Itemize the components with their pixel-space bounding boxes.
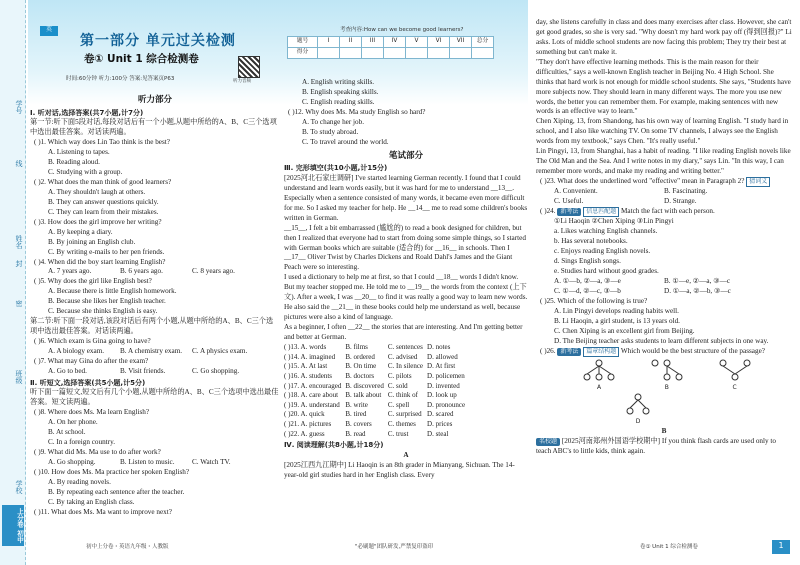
cloze-option-row — [284, 343, 469, 353]
score-caption: 考查内容:How can we become good learners? — [340, 27, 464, 33]
reading-a-paragraph-4: Lin Pingyi, 13, from Shanghai, has a habit of reading. "I like reading English novels like The Old Man and the Sea. And I write notes in my diary," says Lin. "In this way, I can remember more words, and make my reading and writing better." — [536, 147, 791, 176]
cloze-option: B. tired — [345, 410, 367, 419]
footer-right: 卷① Unit 1 综合检测卷 — [640, 544, 698, 550]
cloze-option-row — [284, 430, 469, 440]
question: ( )11. What does Ms. Ma want to improve next? — [34, 507, 172, 516]
option: A. Lin Pingyi develops reading habits well. — [554, 306, 679, 315]
cloze-option: B. doctors — [345, 371, 375, 380]
cloze-option: D. scared — [427, 410, 454, 419]
option: b. Has several notebooks. — [554, 237, 628, 246]
option: B. They can answer questions quickly. — [48, 197, 159, 206]
strip-label-class: 班级 — [15, 370, 23, 384]
structure-option-b: B — [650, 359, 684, 393]
cloze-option: ( )15. A. At last — [284, 362, 328, 371]
cloze-option: B. discovered — [345, 381, 384, 390]
question-list-b — [30, 337, 280, 377]
q23-tag: 猜词义 — [746, 177, 770, 187]
cloze-option: D. At first — [427, 362, 456, 371]
question: ( )2. What does the man think of good learners? — [34, 178, 172, 186]
score-cell[interactable] — [450, 48, 472, 59]
cloze-paragraph-3: I used a dictionary to help me at first, so that I could __18__ words I didn't know. But my teacher stopped me. He told me to __19__ the words from the context (上下文). After a week, I was __20__ to find it was really a good way to learn new words. He also said the __21__ in these books could help me understand as well, because pictures were also a kind of language. — [284, 273, 528, 322]
column-3 — [536, 18, 792, 457]
reading-b-label: B — [661, 427, 667, 436]
option: B. A chemistry exam. — [120, 346, 183, 355]
cloze-option: C. think of — [387, 391, 418, 400]
written-section-title: 笔试部分 — [388, 150, 423, 161]
score-table — [287, 36, 494, 59]
option: B. By joining an English club. — [48, 237, 136, 246]
option: A. Go to bed. — [48, 366, 87, 375]
column-2 — [284, 78, 528, 481]
score-cell[interactable] — [472, 48, 494, 59]
option: A. 7 years ago. — [48, 267, 92, 276]
cloze-paragraph-4: As a beginner, I often __22__ the stories that are interesting. And I'm getting better and better at German. — [284, 323, 523, 341]
cloze-option: D. policemen — [427, 371, 465, 380]
question-list-a — [30, 138, 280, 317]
cloze-option: D. steal — [427, 429, 449, 438]
option: C. In a foreign country. — [48, 438, 115, 447]
option: c. Enjoys reading English novels. — [554, 247, 651, 256]
cloze-option: D. notes — [427, 342, 451, 351]
question-options — [30, 287, 280, 317]
cloze-option-row — [284, 410, 469, 420]
cloze-option: D. pronounce — [427, 400, 466, 409]
cloze-option: C. surprised — [387, 410, 422, 419]
option: A. To change her job. — [302, 117, 365, 126]
option: A. A biology exam. — [48, 346, 105, 355]
question: ( )4. When did the boy start learning English? — [34, 257, 166, 266]
option: A. On her phone. — [48, 418, 98, 427]
part-1-intro: 第一节:听下面5段对话,每段对话后有一个小题,从题中所给的A、B、C三个选项中选出最佳答案。对话读两遍。 — [30, 118, 277, 137]
score-cell[interactable] — [384, 48, 406, 59]
cloze-option: B. write — [345, 400, 368, 409]
strip-cut-mark: 封 — [15, 260, 23, 267]
question: ( )3. How does the girl improve her writing? — [34, 217, 162, 226]
q23-options: A. Convenient. B. Fascinating. C. Useful. D. Strange. — [554, 187, 708, 206]
footer-center: "必刷题"团队研发,严禁复印盗印 — [355, 544, 434, 550]
test-meta: 时间:60分钟 听力:100分 答案:见答案页P63 — [66, 76, 175, 82]
question-options — [30, 458, 280, 468]
question-options — [30, 367, 280, 377]
qr-code-icon — [238, 56, 260, 78]
reading-a-label: A — [403, 451, 409, 460]
score-cell[interactable] — [340, 48, 362, 59]
cloze-option-row — [284, 391, 469, 401]
cloze-option: C. sentences — [387, 342, 423, 351]
cloze-option-row — [284, 353, 469, 363]
question-options — [30, 418, 280, 448]
option: B. By repeating each sentence after the teacher. — [48, 487, 185, 496]
cloze-option: ( )14. A. imagined — [284, 352, 336, 361]
option: A. English writing skills. — [302, 78, 375, 86]
cloze-option-row — [284, 420, 469, 430]
footer-left: 初中上分卷・英语九年级・人教版 — [86, 544, 169, 550]
score-row-header: 题号 I II III IV V VI VII 总分 — [288, 37, 494, 48]
reading-a-paragraph-3: Chen Xiping, 13, from Shandong, has his own way of learning English. "I study hard in school, and I also like watching TV. On some TV channels, I always see the English words from my textbook," says Chen. "It's really useful." — [536, 117, 789, 146]
question: ( )10. How does Ms. Ma practice her spoken English? — [34, 467, 190, 476]
option: C. Because she thinks English is easy. — [48, 307, 158, 316]
option: A. They shouldn't laugh at others. — [48, 187, 146, 196]
score-cell[interactable] — [428, 48, 450, 59]
structure-option-d-wrap — [536, 393, 792, 427]
cloze-option: ( )21. A. pictures — [284, 420, 332, 429]
q24-type-tag: 信息匹配题 — [583, 207, 619, 217]
question-options — [30, 478, 280, 508]
option: d. Sings English songs. — [554, 257, 621, 266]
question: ( )7. What may Gina do after the exam? — [34, 356, 149, 365]
option: C. Studying with a group. — [48, 168, 123, 177]
cloze-options-table — [284, 343, 469, 440]
cloze-option: C. In silence — [387, 362, 424, 371]
binding-strip — [0, 0, 26, 565]
cloze-option: C. pilots — [387, 371, 412, 380]
tree-diagram-icon — [621, 393, 655, 415]
option: A. By keeping a diary. — [48, 227, 113, 236]
cloze-option: ( )20. A. quick — [284, 410, 325, 419]
option: A. Listening to tapes. — [48, 148, 110, 157]
cloze-option: ( )18. A. care about — [284, 391, 339, 400]
structure-option-d: D — [621, 393, 655, 427]
cloze-option: B. read — [345, 429, 366, 438]
cloze-option: ( )17. A. encouraged — [284, 381, 342, 390]
part-1-intro-2: 第二节:听下面一段对话,该段对话后有两个小题,从题中所给的A、B、C三个选项中选出最佳答案。对话读两遍。 — [30, 317, 274, 336]
option: B. At school. — [48, 428, 86, 437]
reading-a-paragraph-2: "They don't have effective learning methods. This is the main reason for their difficulties," says a well-known English teacher in Beijing No. 4 High School. She thinks that hard work is not enough for middle school students. She says, "Students have more subjects now. They should learn in many different ways. The more you use new words, the better you can remember them. For example, making sentences with new words is an effective way to learn." — [536, 57, 791, 116]
strip-label-school: 学校 — [15, 480, 23, 494]
option: B. Visit friends. — [120, 366, 166, 375]
option: C. 8 years ago. — [192, 267, 235, 276]
q24-new-method-tag: 新考法 — [557, 208, 581, 216]
part-title: 第一部分 单元过关检测 — [80, 33, 236, 49]
cloze-option: D. prices — [427, 420, 453, 429]
option: C. They can learn from their mistakes. — [48, 207, 159, 216]
question: ( )5. Why does the girl like English best? — [34, 277, 152, 286]
q26: ( )26. 新考法 篇章结构题 Which would be the best structure of the passage? — [536, 347, 792, 357]
cloze-option: ( )19. A. understand — [284, 400, 340, 409]
q24: ( )24. 新考法 信息匹配题 Match the fact with each person. — [536, 207, 792, 217]
cloze-option-row — [284, 362, 469, 372]
score-cell[interactable] — [406, 48, 428, 59]
cloze-option: D. look up — [427, 391, 457, 400]
q25-options — [536, 307, 792, 347]
cloze-option: D. allowed — [427, 352, 458, 361]
structure-diagrams — [536, 359, 792, 393]
strip-label-student-id: 学号 — [15, 100, 23, 114]
option: A. Go shopping. — [48, 457, 96, 466]
score-cell[interactable] — [318, 48, 340, 59]
question-options — [30, 347, 280, 357]
part-2-intro: 听下面一篇短文,短文后有几个小题,从题中所给的A、B、C三个选项中选出最佳答案。短文读两遍。 — [30, 388, 279, 407]
tree-diagram-icon — [650, 359, 684, 381]
cloze-option-row — [284, 372, 469, 382]
cloze-option: C. sold — [387, 381, 408, 390]
cloze-option: ( )16. A. students — [284, 371, 333, 380]
column-1 — [30, 92, 280, 518]
q24-facts — [536, 227, 792, 277]
cloze-option: B. covers — [345, 420, 372, 429]
cloze-option: D. invented — [427, 381, 460, 390]
cloze-option: B. On time — [345, 362, 377, 371]
q26-type-tag: 篇章结构题 — [583, 347, 619, 357]
cloze-option-row — [284, 401, 469, 411]
cloze-option: C. trust — [387, 429, 409, 438]
option: C. To travel around the world. — [302, 137, 389, 146]
cloze-option: B. talk about — [345, 391, 382, 400]
question-list-c — [30, 408, 280, 517]
option: B. English speaking skills. — [302, 87, 379, 96]
option: A. By reading novels. — [48, 477, 111, 486]
option: B. To study abroad. — [302, 127, 359, 136]
tree-diagram-icon — [718, 359, 752, 381]
option: D. The Beijing teacher asks students to learn different subjects in one way. — [554, 336, 769, 345]
famous-school-tag: 名校题 — [536, 438, 560, 446]
option: C. Chen Xiping is an excellent girl from Beijing. — [554, 326, 695, 335]
question-options — [30, 148, 280, 178]
question: ( )1. Which way does Lin Tao think is the best? — [34, 138, 170, 147]
part-4-heading: Ⅳ. 阅读理解(共8小题,计18分) — [284, 441, 384, 450]
option: C. Watch TV. — [192, 457, 231, 466]
q12-options — [284, 118, 528, 148]
page-number: 1 — [772, 540, 790, 554]
reading-a-paragraph-cont: day, she listens carefully in class and does many exercises after class. However, she can't get good grades, so she is very sad. "Why doesn't my hard work pay off (得到回报)?" Li asks. Lots of middle school students are now facing this problem; They try their best at something but can't make it. — [536, 18, 792, 56]
option: a. Likes watching English channels. — [554, 227, 658, 236]
qr-caption: 听力音频 — [233, 79, 251, 84]
cloze-option: C. spell — [387, 400, 410, 409]
question-options — [30, 188, 280, 218]
tree-diagram-icon — [582, 359, 616, 381]
option: C. Go shopping. — [192, 366, 240, 375]
option: C. By taking an English class. — [48, 497, 135, 506]
listening-section-title: 听力部分 — [137, 95, 172, 105]
structure-option-c: C — [718, 359, 752, 393]
option: B. Li Haoqin, a girl student, is 13 years old. — [554, 316, 680, 325]
cloze-option-row — [284, 382, 469, 392]
option: e. Studies hard without good grades. — [554, 267, 659, 276]
cloze-option: ( )13. A. words — [284, 342, 327, 351]
cloze-option: C. themes — [387, 420, 416, 429]
strip-label-name: 姓名 — [15, 235, 23, 249]
q25: ( )25. Which of the following is true? — [540, 296, 648, 305]
q11-options — [284, 78, 528, 108]
cloze-paragraph-1: [2025河北石家庄调研] I've started learning German recently. I found that I could understand and learn words easily, but it was hard for me to understand __13__. Especially when a sentence consisted of many words, it became even more difficult for me. So I asked my teacher for help. He __14__ me to read some children's books written in German. — [284, 173, 528, 222]
test-title: 卷① Unit 1 综合检测卷 — [84, 53, 199, 65]
q23: ( )23. What does the underlined word "effective" mean in Paragraph 2? 猜词义 — [536, 177, 792, 187]
part-1-heading: Ⅰ. 听对话,选择答案(共7小题,计7分) — [30, 108, 144, 117]
score-cell[interactable] — [362, 48, 384, 59]
score-row-blank: 得分 — [288, 48, 494, 59]
cloze-option: B. ordered — [345, 352, 375, 361]
option: C. A physics exam. — [192, 346, 248, 355]
option: B. 6 years ago. — [120, 267, 163, 276]
reading-b-paragraph: 名校题 [2025河南郑州外国语学校期中] If you think flash cards are used only to teach ABC's to little kids, think again. — [536, 437, 777, 456]
subject-corner-tag: 英 — [40, 26, 58, 36]
cloze-option: B. films — [345, 342, 368, 351]
option: A. Because there is little English homework. — [48, 287, 177, 296]
option: C. By writing e-mails to her pen friends. — [48, 247, 165, 256]
question: ( )8. Where does Ms. Ma learn English? — [34, 408, 150, 417]
q24-options: A. ①—b, ②—a, ③—e B. ①—e, ②—a, ③—c C. ①—d, ②—c, ③—b D. ①—a, ②—b, ③—c — [554, 277, 731, 295]
part-2-heading: Ⅱ. 听短文,选择答案(共5小题,计5分) — [30, 378, 146, 387]
question-options — [30, 228, 280, 258]
reading-a-paragraph: [2025江西九江期中] Li Haoqin is an 8th grader in Mianyang, Sichuan. The 14-year-old girl studies hard in her English class. Every — [284, 461, 515, 479]
option: B. Listen to music. — [120, 457, 175, 466]
structure-option-a: A — [582, 359, 616, 393]
part-3-heading: Ⅲ. 完形填空(共10小题,计15分) — [284, 164, 388, 173]
cloze-option: ( )22. A. guess — [284, 429, 325, 438]
q24-people: ①Li Haoqin ②Chen Xiping ③Lin Pingyi — [554, 217, 674, 226]
q12: ( )12. Why does Ms. Ma study English so hard? — [288, 107, 426, 116]
cloze-paragraph-2: __15__, I felt a bit embarrassed (尴尬的) to read a book designed for children, but then I realized that everyone had to start from doing some simple things, so I started with German books which are suitable (适合的) for __16__ in schools. Then I __17__ Oliver Twist by Charles Dickens and Roald Dahl's James and the Giant Peach were so interesting. — [284, 223, 526, 272]
cloze-option: C. advised — [387, 352, 418, 361]
question: ( )6. Which exam is Gina going to have? — [34, 337, 151, 345]
option: C. English reading skills. — [302, 97, 375, 106]
strip-cut-mark: 线 — [15, 160, 23, 167]
strip-cut-mark: 密 — [15, 300, 23, 307]
option: B. Because she likes her English teacher. — [48, 297, 166, 306]
q26-new-method-tag: 新考法 — [557, 348, 581, 356]
strip-series-tag: 上分卷 初中 — [2, 505, 24, 546]
option: B. Reading aloud. — [48, 158, 100, 167]
question-options — [30, 267, 280, 277]
question: ( )9. What did Ms. Ma use to do after work? — [34, 448, 161, 457]
